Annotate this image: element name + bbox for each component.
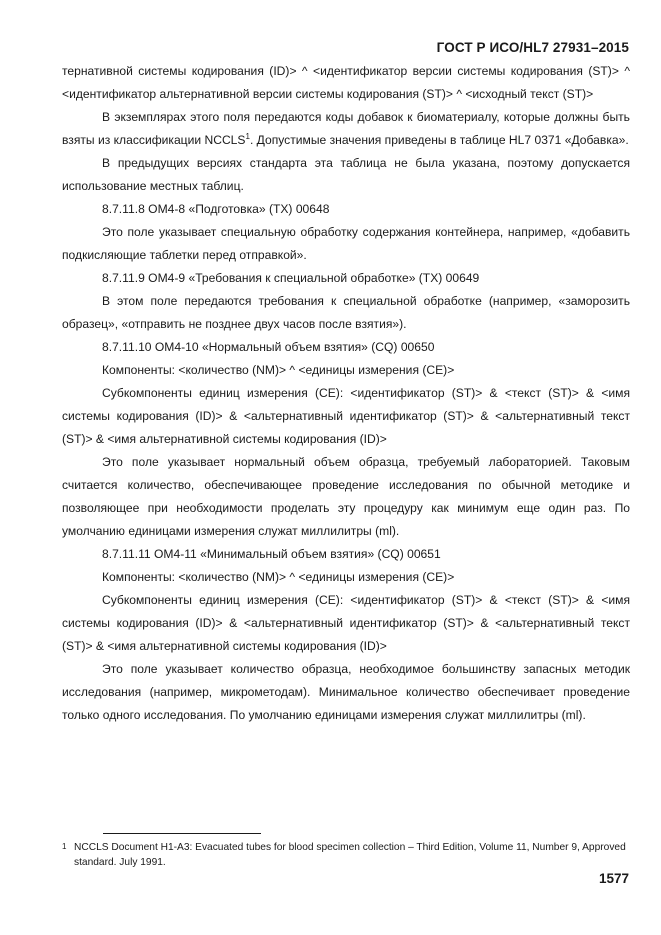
paragraph-additive-codes <box>62 106 630 152</box>
footnote-marker: 1 <box>62 842 67 851</box>
footnote-reference[interactable]: 1 <box>245 131 250 141</box>
main-text <box>62 60 630 727</box>
paragraph-text-tail: . Допустимые значения приведены в таблице HL7 0371 «Добавка». <box>249 133 629 147</box>
paragraph-text: В экземплярах этого поля передаются коды добавок к биоматериалу, которые должны быть взяты из классификации NCCLS <box>62 110 630 147</box>
paragraph-special-handling: В этом поле передаются требования к специальной обработке (например, «заморозить образец», «отправить не позднее двух часов после взятия»). <box>62 294 630 331</box>
page-number: 1577 <box>598 871 629 886</box>
section-heading-om4-11: 8.7.11.11 OM4-11 «Минимальный объем взятия» (CQ) 00651 <box>102 547 441 561</box>
footnote-text: NCCLS Document H1-A3: Evacuated tubes for blood specimen collection – Third Edition, Volume 11, Number 9, Approved standard. July 1991. <box>74 842 626 868</box>
paragraph-continuation: тернативной системы кодирования (ID)> ^ <идентификатор версии системы кодирования (ST)> ^ <идентификатор альтернативной версии системы кодирования (ST)> ^ <исходный текст (ST)> <box>62 64 630 101</box>
section-heading-om4-9: 8.7.11.9 OM4-9 «Требования к специальной обработке» (TX) 00649 <box>102 271 480 285</box>
section-heading-om4-8: 8.7.11.8 OM4-8 «Подготовка» (TX) 00648 <box>102 202 330 216</box>
paragraph-preparation: Это поле указывает специальную обработку содержания контейнера, например, «добавить подкисляющие таблетки перед отправкой». <box>62 225 630 262</box>
paragraph-subcomponents: Субкомпоненты единиц измерения (CE): <идентификатор (ST)> & <текст (ST)> & <имя системы кодирования (ID)> & <альтернативный идентификатор (ST)> & <альтернативный текст (ST)> & <имя альтернативной системы кодирования (ID)> <box>62 386 630 446</box>
paragraph-local-tables: В предыдущих версиях стандарта эта таблица не была указана, поэтому допускается использование местных таблиц. <box>62 156 630 193</box>
page-header: ГОСТ Р ИСО/HL7 27931–2015 <box>436 40 629 55</box>
paragraph-minimal-volume: Это поле указывает количество образца, необходимое большинству запасных методик исследования (например, микрометодам). Минимальное количество обеспечивает проведение только одного исследования. По умолчанию единицами измерения служат миллилитры (ml). <box>62 662 630 722</box>
footnote-divider <box>103 833 261 834</box>
footnote <box>62 840 630 870</box>
paragraph-components: Компоненты: <количество (NM)> ^ <единицы измерения (CE)> <box>102 363 455 377</box>
paragraph-subcomponents: Субкомпоненты единиц измерения (CE): <идентификатор (ST)> & <текст (ST)> & <имя системы кодирования (ID)> & <альтернативный идентификатор (ST)> & <альтернативный текст (ST)> & <имя альтернативной системы кодирования (ID)> <box>62 593 630 653</box>
paragraph-components: Компоненты: <количество (NM)> ^ <единицы измерения (CE)> <box>102 570 455 584</box>
section-heading-om4-10: 8.7.11.10 OM4-10 «Нормальный объем взятия» (CQ) 00650 <box>102 340 435 354</box>
paragraph-normal-volume: Это поле указывает нормальный объем образца, требуемый лабораторией. Таковым считается количество, обеспечивающее проведение исследования по обычной методике и позволяющее при необходимости проделать эту процедуру как минимум еще один раз. По умолчанию единицами измерения служат миллилитры (ml). <box>62 455 630 538</box>
